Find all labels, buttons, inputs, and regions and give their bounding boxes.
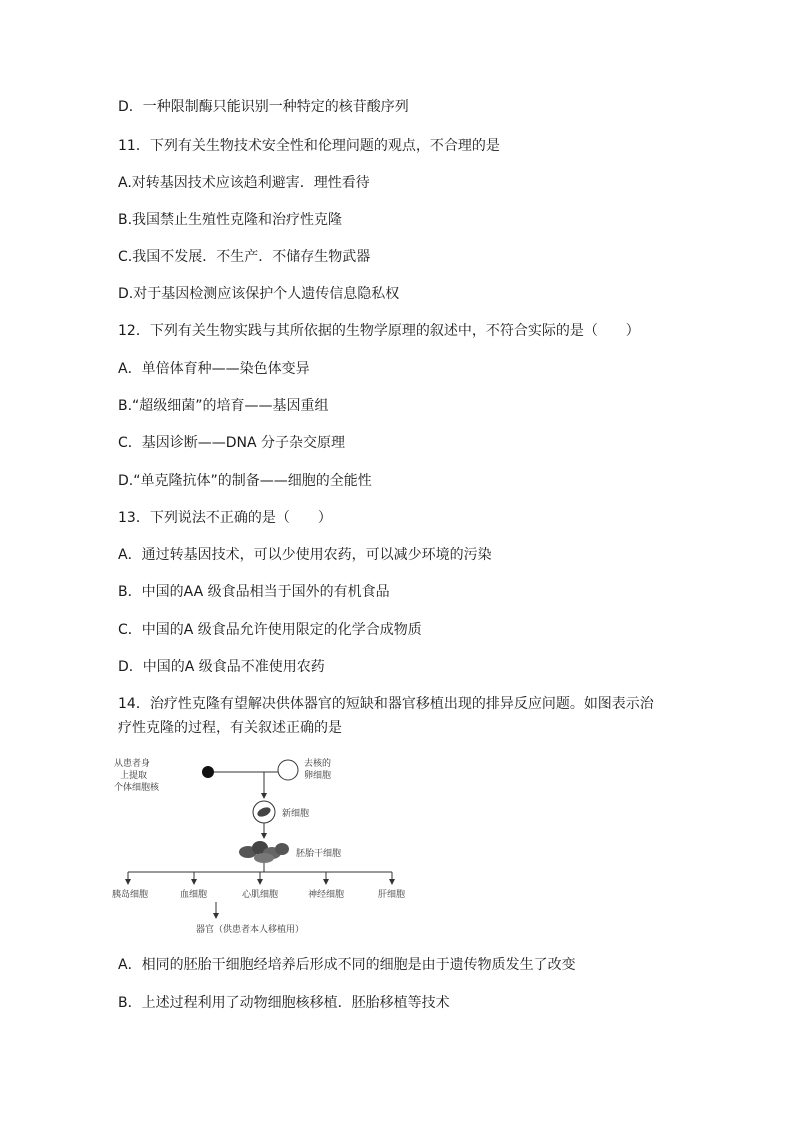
text-line: D.“单克隆抗体”的制备——细胞的全能性 xyxy=(118,473,372,489)
egg-label-1: 去核的 xyxy=(304,759,332,769)
text-line: D．一种限制酶只能识别一种特定的核苷酸序列 xyxy=(118,99,409,115)
text-line: D．中国的A 级食品不准使用农药 xyxy=(118,659,325,675)
cell-type-label: 肝细胞 xyxy=(378,890,406,900)
text-line: 疗性克隆的过程，有关叙述正确的是 xyxy=(118,720,342,736)
cell-type-label: 神经细胞 xyxy=(308,890,345,900)
text-line: 13．下列说法不正确的是（ ） xyxy=(118,510,332,526)
text-line: C.我国不发展．不生产．不储存生物武器 xyxy=(118,249,371,265)
text-line: 14．治疗性克隆有望解决供体器官的短缺和器官移植出现的排异反应问题。如图表示治 xyxy=(118,696,654,712)
stem-cell-cluster xyxy=(239,841,289,863)
egg-cell-circle xyxy=(278,760,298,780)
text-line: D.对于基因检测应该保护个人遗传信息隐私权 xyxy=(118,286,400,302)
therapeutic-cloning-diagram xyxy=(112,752,432,942)
new-cell-nucleus xyxy=(256,805,272,818)
donor-label-2: 上提取 xyxy=(120,771,148,781)
donor-label-3: 个体细胞核 xyxy=(114,783,160,793)
nucleus-dot xyxy=(202,766,214,778)
text-line: A．相同的胚胎干细胞经培养后形成不同的细胞是由于遗传物质发生了改变 xyxy=(118,957,576,973)
egg-label-2: 卵细胞 xyxy=(304,771,332,781)
text-line: B.我国禁止生殖性克隆和治疗性克隆 xyxy=(118,212,343,228)
text-line: A．通过转基因技术，可以少使用农药，可以减少环境的污染 xyxy=(118,547,492,563)
donor-label-1: 从患者身 xyxy=(114,759,151,769)
text-line: C．基因诊断——DNA 分子杂交原理 xyxy=(118,435,346,451)
stem-cell-label: 胚胎干细胞 xyxy=(296,849,342,859)
organ-label: 器官（供患者本人移植用） xyxy=(196,925,305,935)
text-line: B.“超级细菌”的培育——基因重组 xyxy=(118,398,329,414)
text-line: A．单倍体育种——染色体变异 xyxy=(118,361,310,377)
cell-type-label: 心肌细胞 xyxy=(242,890,279,900)
text-line: B．中国的AA 级食品相当于国外的有机食品 xyxy=(118,584,390,600)
cell-type-label: 胰岛细胞 xyxy=(112,890,149,900)
new-cell-label: 新细胞 xyxy=(282,809,310,819)
text-line: C．中国的A 级食品允许使用限定的化学合成物质 xyxy=(118,622,422,638)
diagram-svg xyxy=(112,752,432,942)
text-line: A.对转基因技术应该趋利避害．理性看待 xyxy=(118,175,370,191)
text-line: B．上述过程利用了动物细胞核移植．胚胎移植等技术 xyxy=(118,995,450,1011)
cell-type-label: 血细胞 xyxy=(180,890,208,900)
text-line: 11．下列有关生物技术安全性和伦理问题的观点，不合理的是 xyxy=(118,138,500,154)
text-line: 12．下列有关生物实践与其所依据的生物学原理的叙述中，不符合实际的是（ ） xyxy=(118,323,640,339)
